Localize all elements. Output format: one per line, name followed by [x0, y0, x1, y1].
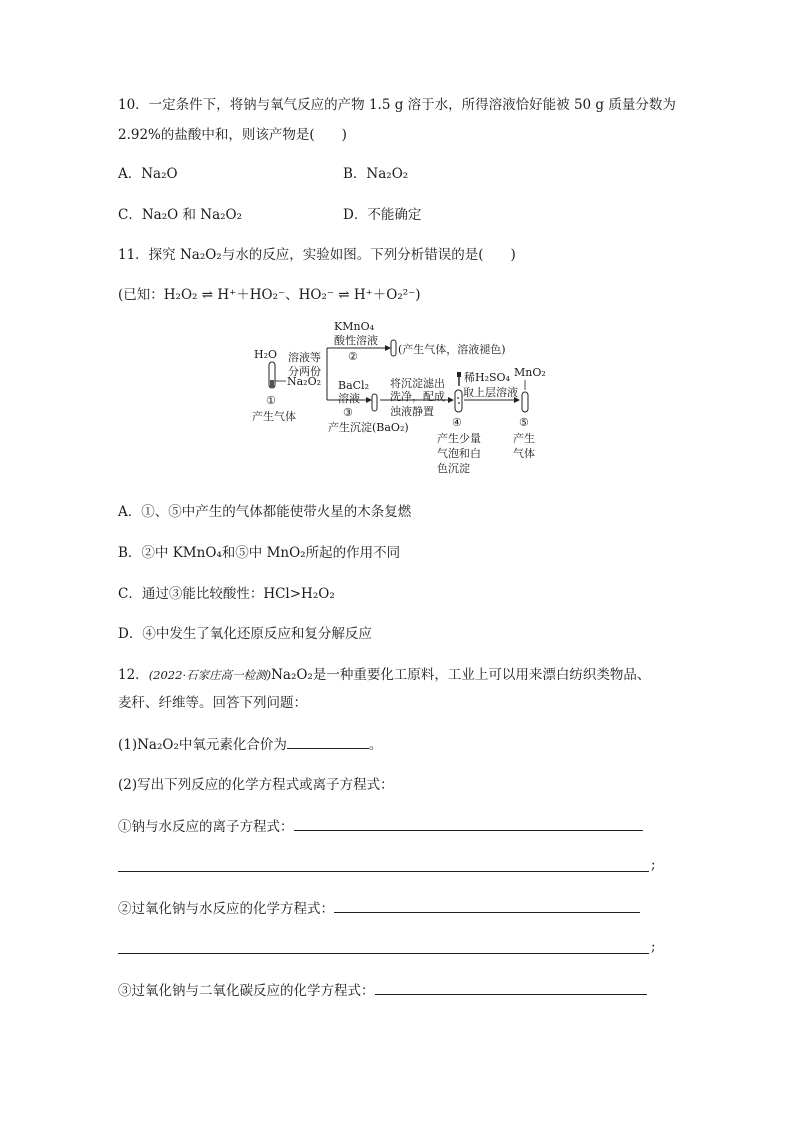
q12-sub3 [118, 980, 647, 1000]
q10-stem-line2: 2.92%的盐酸中和，则该产物是( ) [118, 127, 347, 143]
test-tube-5 [522, 392, 528, 412]
diagram-result4-line3: 色沉淀 [437, 462, 470, 475]
diagram-upper-label: 取上层溶液 [463, 386, 518, 399]
q10-stem-line1: 10．一定条件下，将钠与氧气反应的产物 1.5 g 溶于水，所得溶液恰好能被 50 g 质量分数为 [118, 97, 676, 113]
diagram-result2: (产生气体，溶液褪色) [398, 343, 506, 356]
q12-sub2 [118, 898, 640, 918]
q11-option-c[interactable]: C．通过③能比较酸性：HCl>H₂O₂ [118, 586, 335, 602]
diagram-kmno4-label: KMnO₄ [334, 320, 374, 333]
q11-known-equations: (已知：H₂O₂ ⇌ H⁺＋HO₂⁻、HO₂⁻ ⇌ H⁺＋O₂²⁻) [118, 287, 421, 303]
q12-stem-line1 [118, 666, 650, 684]
q10-option-a[interactable]: A．Na₂O [118, 166, 178, 182]
q10-option-b[interactable]: B．Na₂O₂ [343, 166, 409, 182]
test-tube-3 [372, 394, 377, 411]
diagram-num2: ② [348, 350, 358, 363]
q11-stem: 11．探究 Na₂O₂与水的反应，实验如图。下列分析错误的是( ) [118, 247, 516, 263]
diagram-mno2-label: MnO₂ [514, 366, 546, 379]
q12-sub1-answer-line2[interactable] [118, 870, 649, 872]
diagram-filter-line1: 将沉淀滤出 [390, 377, 445, 390]
q12-sub3-prompt: ③过氧化钠与二氧化碳反应的化学方程式： [118, 983, 375, 999]
q12-source: (2022·石家庄高一检测) [148, 668, 272, 682]
q12-sub2-semicolon: ; [651, 939, 656, 955]
q12-stem-line2: 麦秆、纤维等。回答下列问题： [118, 695, 307, 711]
diagram-split-line1: 溶液等 [288, 351, 321, 364]
diagram-na2o2-label: Na₂O₂ [287, 375, 322, 388]
q12-sub1-semicolon: ; [651, 857, 656, 873]
q12-sub2-answer-blank[interactable] [334, 898, 640, 913]
test-tube-4 [455, 390, 462, 412]
q12-sub1-prompt: ①钠与水反应的离子方程式： [118, 819, 294, 835]
diagram-soln-label: 溶液 [338, 392, 360, 405]
q12-part1-suffix: 。 [368, 737, 383, 753]
diagram-split-line2: 分两份 [288, 365, 321, 378]
q12-sub1 [118, 816, 643, 836]
q12-sub2-answer-line2[interactable] [118, 952, 649, 954]
q12-part1 [118, 734, 382, 754]
q12-sub3-answer-blank[interactable] [375, 980, 647, 995]
q12-sub2-prompt: ②过氧化钠与水反应的化学方程式： [118, 901, 334, 917]
diagram-h2o-label: H₂O [254, 348, 278, 361]
diagram-result3: 产生沉淀(BaO₂) [328, 421, 409, 434]
q12-sub1-answer-blank[interactable] [294, 816, 643, 831]
q10-option-d[interactable]: D．不能确定 [343, 207, 422, 223]
diagram-bacl2-label: BaCl₂ [338, 379, 369, 392]
diagram-result4-line1: 产生少量 [437, 432, 481, 445]
diagram-result1: 产生气体 [252, 410, 296, 423]
diagram-result5-line1: 产生 [513, 432, 535, 445]
q12-stem-text: Na₂O₂是一种重要化工原料，工业上可以用来漂白纺织类物品、 [271, 667, 651, 683]
q11-option-d[interactable]: D．④中发生了氧化还原反应和复分解反应 [118, 626, 372, 642]
q11-experiment-diagram [240, 318, 560, 488]
diagram-num4: ④ [452, 416, 462, 429]
diagram-filter-line3: 浊液静置 [390, 405, 434, 418]
q12-part2: (2)写出下列反应的化学方程式或离子方程式： [118, 777, 394, 793]
diagram-filter-line2: 洗净，配成 [390, 390, 445, 403]
diagram-result4-line2: 气泡和白 [437, 447, 481, 460]
diagram-acidic-label: 酸性溶液 [334, 334, 378, 347]
diagram-num5: ⑤ [519, 416, 529, 429]
q12-number: 12． [118, 667, 149, 683]
q11-option-a[interactable]: A．①、⑤中产生的气体都能使带火星的木条复燃 [118, 504, 412, 520]
q12-part1-answer-blank[interactable] [287, 734, 369, 749]
q11-option-b[interactable]: B．②中 KMnO₄和⑤中 MnO₂所起的作用不同 [118, 545, 401, 561]
q10-option-c[interactable]: C．Na₂O 和 Na₂O₂ [118, 207, 243, 223]
test-tube-2 [391, 340, 396, 356]
diagram-num3: ③ [343, 406, 353, 419]
diagram-num1: ① [266, 394, 276, 407]
diagram-result5-line2: 气体 [513, 447, 535, 460]
diagram-h2so4-label: 稀H₂SO₄ [464, 371, 510, 384]
q12-part1-prefix: (1)Na₂O₂中氧元素化合价为 [118, 737, 287, 753]
